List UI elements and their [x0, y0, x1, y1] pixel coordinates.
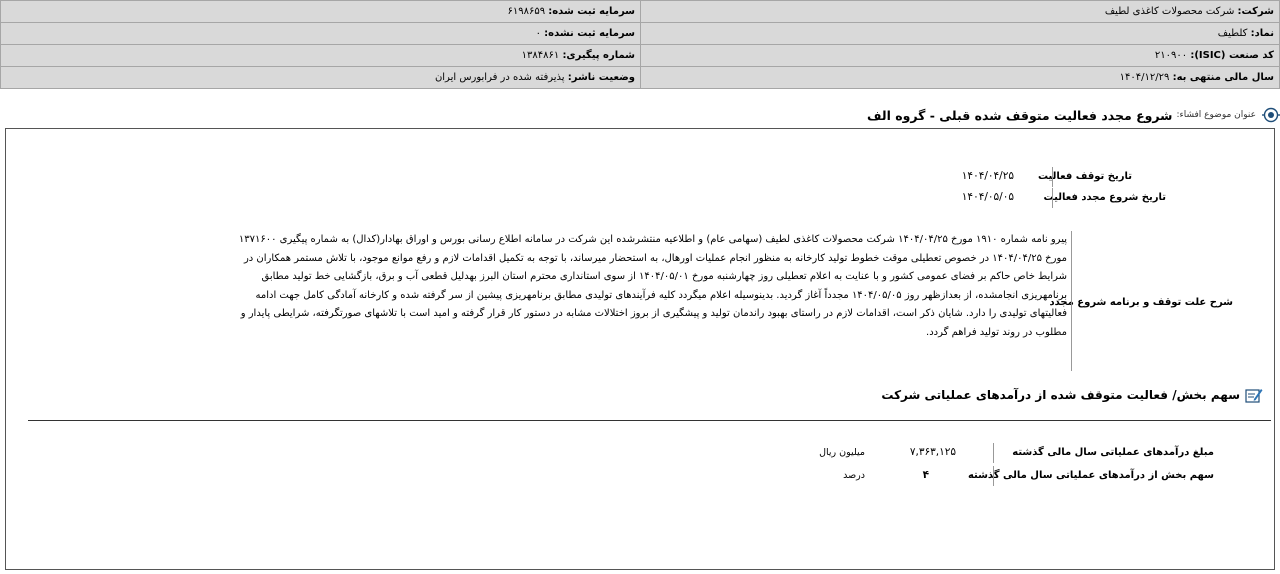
reason-line: برنامهریزی انجامشده، از بعدازظهر روز ۱۴۰۴/۰۵/۰۵ مجدداً آغاز گردید. بدینوسیله اعلام میگردد کلیه فرآیندهای تولیدی مطابق برنامهریزی پیشین از سر گرفته شده و کارخانه آمادگی کامل جهت ادامه: [255, 289, 1067, 301]
reason-line: پیرو نامه شماره ۱۹۱۰ مورخ ۱۴۰۴/۰۴/۲۵ شرکت محصولات کاغذی لطیف (سهامی عام) و اطلاعیه منتشرشده این شرکت در سامانه اطلاع رسانی بورس و اوراق بهادار(کدال) به شماره پیگیری ۱۳۷۱۶۰۰: [238, 234, 1067, 245]
subject-title: شروع مجدد فعالیت متوقف شده قبلی - گروه الف: [866, 107, 1173, 123]
info-row: [1, 67, 1280, 89]
disclosure-subject: [867, 104, 1280, 126]
company-info-table: [0, 0, 1280, 89]
info-row: [1, 1, 1280, 23]
symbol-cell: [641, 23, 1280, 45]
unregistered-capital-label: سرمایه ثبت نشده:: [544, 28, 635, 39]
tracking-value: ۱۳۸۴۸۶۱: [521, 50, 560, 61]
reason-line: شرایط خاص حاکم بر فضای عمومی کشور و با عنایت به اعلام تعطیلی روز چهارشنبه مورخ ۱۴۰۴/۰۵/۰۱ از سوی استانداری محترم استان البرز بهدلیل قطعی آب و برق، بازگشایی خط تولید مطابق: [261, 271, 1067, 282]
radio-target-icon: [1262, 106, 1280, 124]
fiscal-label: سال مالی منتهی به:: [1172, 72, 1274, 83]
fiscal-cell: [641, 67, 1280, 89]
reason-text: [107, 231, 1067, 342]
unregistered-capital-cell: [1, 23, 641, 45]
disclosure-panel: [5, 128, 1275, 570]
isic-cell: [641, 45, 1280, 67]
publisher-status-label: وضعیت ناشر:: [567, 72, 635, 83]
isic-value: ۲۱۰۹۰۰: [1154, 50, 1188, 61]
revenue-share-unit: درصد: [843, 470, 865, 481]
subject-prefix: عنوان موضوع افشاء:: [1176, 110, 1256, 120]
publisher-status-cell: [1, 67, 641, 89]
divider: [993, 443, 994, 463]
revenue-amount-label: مبلغ درآمدهای عملیاتی سال مالی گذشته: [1012, 447, 1214, 458]
company-label: شرکت:: [1237, 6, 1274, 17]
divider: [1071, 231, 1072, 371]
section-separator: [28, 420, 1271, 421]
isic-label: کد صنعت (ISIC):: [1190, 50, 1274, 61]
registered-capital-value: ۶۱۹۸۶۵۹: [507, 6, 546, 17]
registered-capital-label: سرمایه ثبت شده:: [548, 6, 635, 17]
reason-line: فعالیتهای تولیدی را دارد. شایان ذکر است، اقدامات لازم در راستای بهبود راندمان تولید و پیشگیری از بروز اختلالات مشابه در دستور کار قرار گرفته و امید است با تلاشهای صورتگرفته، شرایطی پایدار و: [240, 308, 1067, 319]
publisher-status-value: پذیرفته شده در فرابورس ایران: [434, 72, 565, 83]
reason-line: مطلوب در روند تولید فراهم گردد.: [926, 326, 1067, 338]
stop-date-value: ۱۴۰۴/۰۴/۲۵: [961, 170, 1014, 182]
registered-capital-cell: [1, 1, 641, 23]
divider: [1052, 188, 1053, 208]
revenue-amount-value: ۷,۳۶۳,۱۲۵: [909, 446, 956, 458]
tracking-label: شماره پیگیری:: [562, 50, 635, 61]
reason-label: شرح علت توقف و برنامه شروع مجدد: [1049, 297, 1233, 308]
stop-date-label: تاریخ توقف فعالیت: [1037, 171, 1132, 182]
info-row: [1, 23, 1280, 45]
reason-line: مورخ ۱۴۰۴/۰۴/۲۵ در خصوص تعطیلی موقت خطوط تولید کارخانه به منظور انجام عملیات اورهال، به استحضار میرساند، با توجه به تکمیل اقدامات لازم و رفع موانع موجود، با تلاش مستمر همکاران در: [243, 252, 1067, 264]
company-cell: [641, 1, 1280, 23]
restart-date-label: تاریخ شروع مجدد فعالیت: [1043, 192, 1166, 203]
info-row: [1, 45, 1280, 67]
tracking-cell: [1, 45, 641, 67]
revenue-amount-unit: میلیون ریال: [819, 447, 865, 458]
revenue-section-header: [881, 387, 1263, 403]
unregistered-capital-value: ۰: [535, 28, 541, 39]
company-value: شرکت محصولات کاغذی لطیف: [1104, 6, 1235, 17]
divider: [1052, 167, 1053, 187]
fiscal-value: ۱۴۰۴/۱۲/۲۹: [1119, 72, 1170, 83]
revenue-share-value: ۴: [922, 469, 929, 481]
symbol-value: کلطیف: [1217, 28, 1248, 39]
restart-date-value: ۱۴۰۴/۰۵/۰۵: [961, 191, 1014, 203]
revenue-share-label: سهم بخش از درآمدهای عملیاتی سال مالی گذشته: [967, 470, 1214, 481]
edit-note-icon: [1245, 387, 1263, 403]
divider: [993, 466, 994, 486]
symbol-label: نماد:: [1250, 28, 1274, 39]
section-title: سهم بخش/ فعالیت متوقف شده از درآمدهای عملیاتی شرکت: [881, 388, 1240, 402]
